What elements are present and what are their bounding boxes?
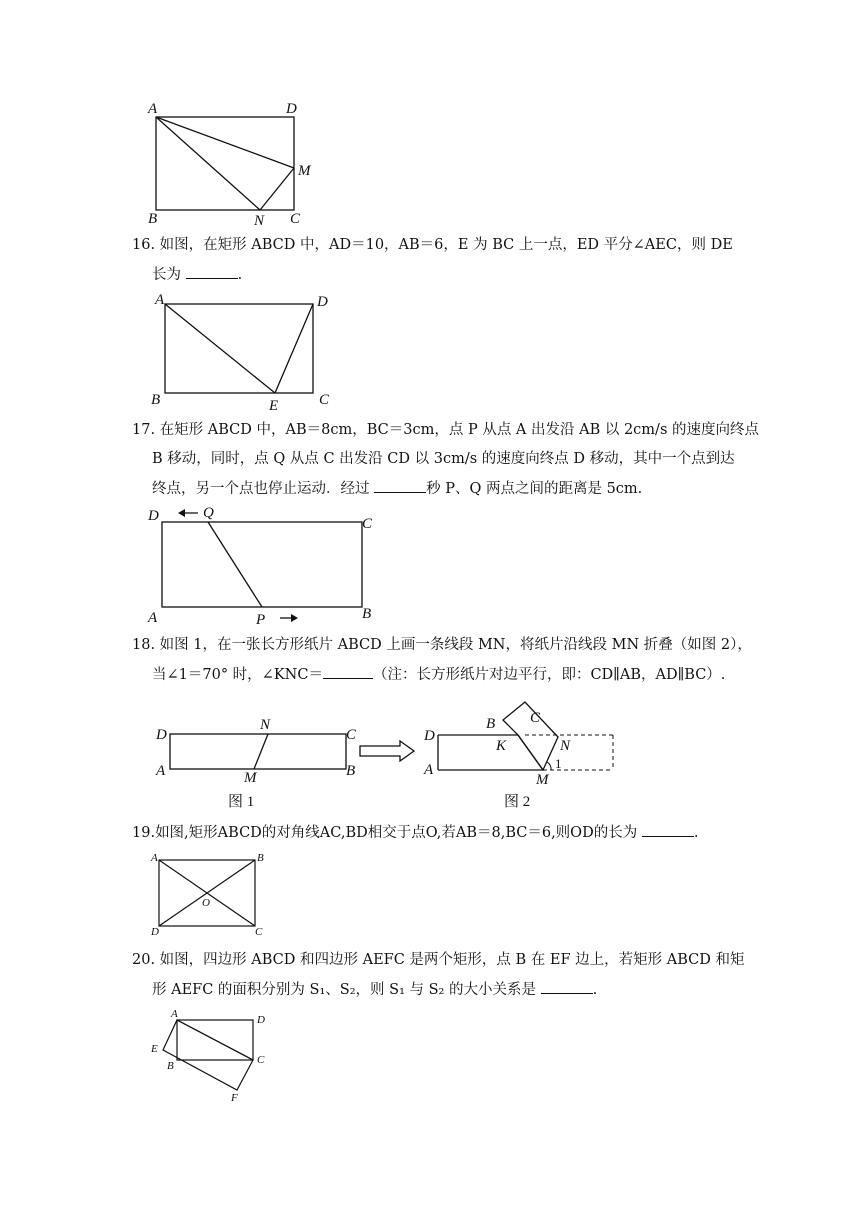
answer-blank[interactable] xyxy=(374,478,426,493)
problem-text: 当∠1＝70° 时，∠KNC＝ xyxy=(152,667,323,683)
label-o: O xyxy=(202,897,210,909)
figure-rectangle-diagonals xyxy=(145,848,275,938)
label-angle-1: 1 xyxy=(555,756,562,771)
problem-19 xyxy=(132,822,698,843)
label-f: F xyxy=(231,1092,238,1104)
label-a: A xyxy=(151,852,158,864)
problem-number: 18. xyxy=(132,637,156,653)
label-d: D xyxy=(424,728,435,744)
label-b: B xyxy=(148,211,158,227)
arrow-icon xyxy=(358,740,418,762)
problem-18-line2 xyxy=(152,664,725,685)
problem-17-line2 xyxy=(152,449,735,469)
label-a: A xyxy=(156,763,166,779)
label-c: C xyxy=(530,710,541,726)
label-e: E xyxy=(269,398,279,414)
label-c: C xyxy=(362,516,373,532)
label-m: M xyxy=(298,163,311,179)
label-a: A xyxy=(424,762,434,778)
label-q: Q xyxy=(203,505,214,521)
problem-16 xyxy=(132,235,733,255)
label-c: C xyxy=(257,1054,265,1066)
label-n: N xyxy=(560,738,571,754)
problem-number: 17. xyxy=(132,422,156,438)
label-d: D xyxy=(151,926,159,938)
label-b: B xyxy=(151,392,161,408)
problem-20 xyxy=(132,950,745,970)
problem-number: 20. xyxy=(132,952,156,968)
answer-blank[interactable] xyxy=(642,822,694,837)
problem-text: （注：长方形纸片对边平行，即：CD∥AB，AD∥BC）. xyxy=(372,667,726,683)
problem-text: . xyxy=(693,825,699,841)
problem-text: 终点，另一个点也停止运动．经过 xyxy=(152,481,370,497)
figure-rectangle-fold-amn xyxy=(140,95,330,230)
label-d: D xyxy=(317,294,328,310)
label-b: B xyxy=(167,1060,174,1072)
answer-blank[interactable] xyxy=(323,664,373,679)
label-m: M xyxy=(244,770,257,786)
label-m: M xyxy=(536,772,549,788)
label-c: C xyxy=(290,211,301,227)
label-a: A xyxy=(155,292,165,308)
problem-17-line3 xyxy=(152,478,642,499)
problem-text: 如图,矩形ABCD的对角线AC,BD相交于点O,若AB＝8,BC＝6,则OD的长为 xyxy=(155,825,638,841)
problem-text: 如图，四边形 ABCD 和四边形 AEFC 是两个矩形，点 B 在 EF 边上，若矩形 ABCD 和矩 xyxy=(159,952,745,968)
figure-rectangle-abcd-e xyxy=(145,290,345,415)
problem-text: 在矩形 ABCD 中，AB＝8cm，BC＝3cm，点 P 从点 A 出发沿 AB 以 2cm/s 的速度向终点 xyxy=(159,422,759,438)
problem-18 xyxy=(132,635,752,655)
problem-text: 如图，在矩形 ABCD 中，AD＝10，AB＝6，E 为 BC 上一点，ED 平分∠AEC，则 DE xyxy=(159,237,733,253)
label-a: A xyxy=(148,610,158,626)
problem-16-line2 xyxy=(152,264,242,285)
label-b: B xyxy=(346,763,356,779)
problem-text: B 移动，同时，点 Q 从点 C 出发沿 CD 以 3cm/s 的速度向终点 D 移动，其中一个点到达 xyxy=(152,451,735,467)
label-e: E xyxy=(151,1043,158,1055)
figure-moving-points-pq xyxy=(140,500,390,628)
answer-blank[interactable] xyxy=(541,979,593,994)
label-k: K xyxy=(496,738,507,754)
caption-fig-2: 图 2 xyxy=(504,794,531,810)
figure-fold-strip-1 xyxy=(150,712,360,812)
figure-fold-strip-2 xyxy=(418,690,628,812)
problem-text: . xyxy=(592,982,598,998)
label-a: A xyxy=(171,1008,178,1020)
label-a: A xyxy=(148,101,158,117)
label-c: C xyxy=(346,727,357,743)
label-d: D xyxy=(257,1014,265,1026)
label-n: N xyxy=(254,213,265,229)
problem-text: 如图 1，在一张长方形纸片 ABCD 上画一条线段 MN，将纸片沿线段 MN 折叠（如图 2）， xyxy=(159,637,752,653)
label-b: B xyxy=(486,716,496,732)
answer-blank[interactable] xyxy=(186,264,238,279)
problem-text: . xyxy=(237,267,243,283)
label-d: D xyxy=(148,508,159,524)
problem-20-line2 xyxy=(152,979,597,1000)
figure-two-rectangles xyxy=(145,1005,275,1105)
label-c: C xyxy=(255,926,263,938)
problem-text: 秒 P、Q 两点之间的距离是 5cm. xyxy=(426,481,643,497)
problem-number: 19. xyxy=(132,825,156,841)
label-c: C xyxy=(319,392,330,408)
label-b: B xyxy=(362,606,372,622)
problem-text: 长为 xyxy=(152,267,181,283)
label-p: P xyxy=(256,612,266,628)
problem-number: 16. xyxy=(132,237,156,253)
caption-fig-1: 图 1 xyxy=(228,794,255,810)
problem-text: 形 AEFC 的面积分别为 S₁、S₂，则 S₁ 与 S₂ 的大小关系是 xyxy=(152,982,536,998)
label-b: B xyxy=(257,852,264,864)
label-d: D xyxy=(156,727,167,743)
label-n: N xyxy=(260,717,271,733)
label-d: D xyxy=(286,101,297,117)
problem-17 xyxy=(132,420,759,440)
